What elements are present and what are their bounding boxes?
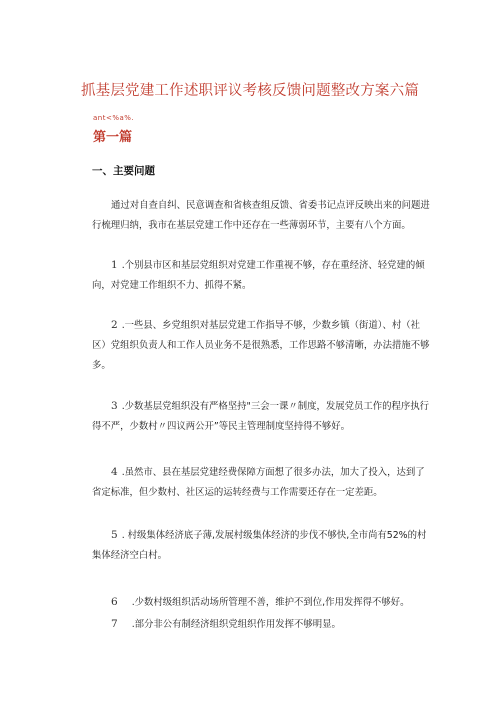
item-number: 5	[111, 529, 118, 541]
list-item	[92, 255, 432, 296]
list-item	[92, 315, 432, 376]
item-number: 6	[111, 596, 118, 608]
list-item	[92, 396, 432, 437]
item-text: .少数基层党组织没有严格坚持"三会一课〃制度，发展党员工作的程序执行得不严，少数村〃四议两公开”等民主管理制度坚持得不够好。	[92, 401, 429, 432]
item-text: .一些县、乡党组织对基层党建工作指导不够，少数乡镇（街道）、村（社区）党组织负责人和工作人员业务不是很熟悉，工作思路不够清晰，办法措施不够多。	[92, 320, 430, 371]
list-item	[92, 592, 432, 613]
item-text: .虽然市、县在基层党建经费保障方面想了很多办法，加大了投入，达到了省定标准，但少数村、社区运的运转经费与工作需要还存在一定差距。	[92, 467, 425, 498]
item-text: .个别县市区和基层党组织对党建工作重视不够，存在重经济、轻党建的倾向，对党建工作组织不力、抓得不紧。	[92, 260, 425, 291]
list-item	[92, 462, 432, 503]
list-item	[92, 614, 432, 635]
intro-paragraph: 通过对自查自纠、民意调查和省核查组反馈、省委书记点评反映出来的问题进行梳理归纳，我市在基层党建工作中还存在一些薄弱环节，主要有八个方面。	[92, 200, 430, 231]
item-number: 1	[111, 259, 118, 271]
item-number: 4	[111, 466, 118, 478]
section-heading: 一、主要问题	[92, 165, 155, 177]
item-text: .少数村级组织活动场所管理不善，维护不到位,作用发挥得不够好。	[131, 597, 410, 608]
item-number: 7	[111, 618, 118, 630]
chapter-heading: 第一篇	[93, 130, 133, 145]
list-item	[92, 525, 432, 566]
item-number: 3	[111, 400, 118, 412]
document-tag: ant<%a%.	[93, 114, 135, 122]
item-text: .部分非公有制经济组织党组织作用发挥不够明显。	[131, 619, 341, 630]
document-title: 抓基层党建工作述职评议考核反馈问题整改方案六篇	[80, 83, 420, 99]
item-number: 2	[111, 319, 118, 331]
item-text: . 村级集体经济底子薄,发展村级集体经济的步伐不够快,全市尚有52%的村集体经济空白村。	[92, 530, 427, 561]
